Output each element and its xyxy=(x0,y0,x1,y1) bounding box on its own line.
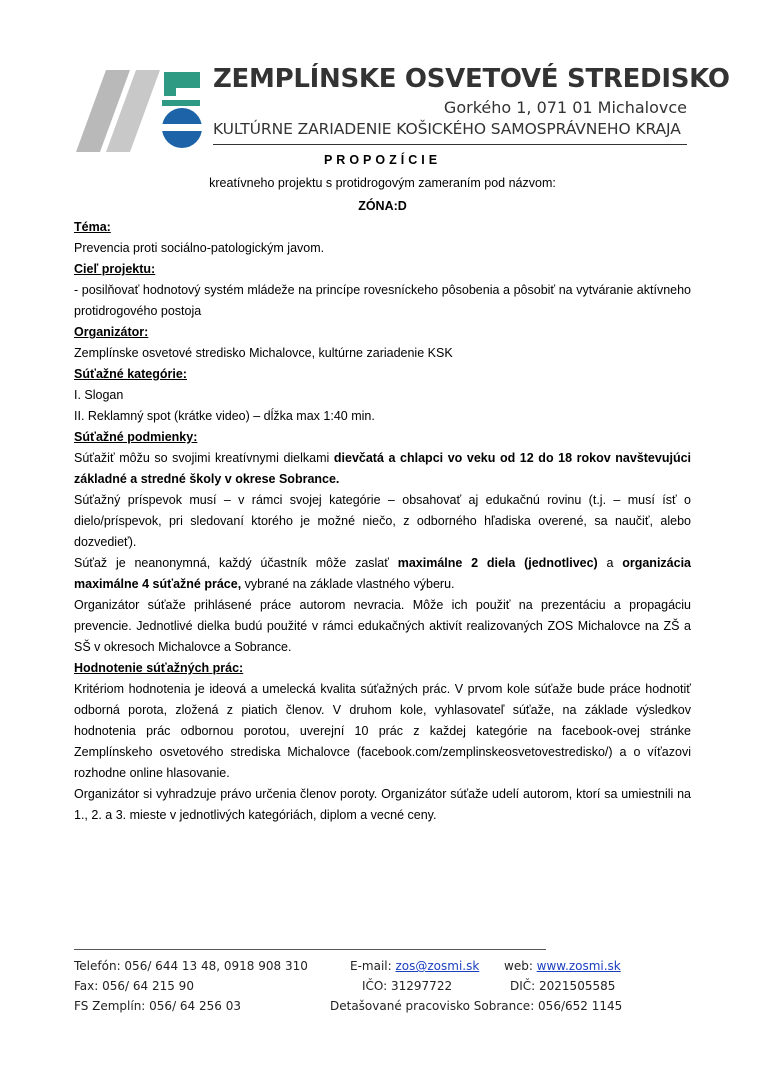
web-link[interactable]: www.zosmi.sk xyxy=(536,959,621,973)
footer-branch: Detašované pracovisko Sobrance: 056/652 1145 xyxy=(330,999,623,1013)
condition-eligibility xyxy=(74,448,691,490)
theme-text: Prevencia proti sociálno-patologickým javom. xyxy=(74,241,325,255)
organizer-text: Zemplínske osvetové stredisko Michalovce, kultúrne zariadenie KSK xyxy=(74,346,453,360)
condition-limits xyxy=(74,553,691,595)
footer-email-label: E-mail: xyxy=(350,959,396,973)
project-name: ZÓNA:D xyxy=(358,199,407,213)
condition-education: Súťažný príspevok musí – v rámci svojej kategórie – obsahovať aj edukačnú rovinu (t.j. – musí ísť o dielo/príspevok, pri sledovaní ktorého je možné niečo, z odborného hľadiska overené, sa naučiť, alebo dozvedieť). xyxy=(74,493,691,549)
header-divider xyxy=(213,144,687,145)
evaluation-criteria: Kritériom hodnotenia je ideová a umelecká kvalita súťažných prác. V prvom kole súťaže bude práce hodnotiť odborná porota, zložená z piatich členov. V druhom kole, vyhlasovateľ súťaže, na základe výsledkov hodnotenia prác odbornou porotou, uverejní 10 prác z každej kategórie na facebook-ovej stránke Zemplínskeho osvetového strediska Michalovce (facebook.com/zemplinskeosvetovestredisko/) a o víťazovi rozhodne online hlasovanie. xyxy=(74,682,691,780)
categories-heading: Súťažné kategórie: xyxy=(74,367,187,381)
condition-emphasis: dievčatá a chlapci vo veku od 12 do 18 rokov navštevujúci základné a stredné školy v okrese Sobrance. xyxy=(74,451,692,486)
evaluation-jury: Organizátor si vyhradzuje právo určenia členov poroty. Organizátor súťaže udelí autorom, ktorí sa umiestnili na 1., 2. a 3. mieste v jednotlivých kategóriách, diplom a vecné ceny. xyxy=(74,787,691,822)
organization-name: ZEMPLÍNSKE OSVETOVÉ STREDISKO xyxy=(213,64,730,94)
condition-text: Súťaž je neanonymná, každý účastník môže zaslať xyxy=(74,556,398,570)
footer-phone: Telefón: 056/ 644 13 48, 0918 908 310 xyxy=(74,959,308,973)
condition-emphasis: maximálne 2 diela (jednotlivec) xyxy=(397,556,598,570)
footer-fax: Fax: 056/ 64 215 90 xyxy=(74,979,194,993)
goal-text: - posilňovať hodnotový systém mládeže na princípe rovesníckeho pôsobenia a pôsobiť na vytváranie aktívneho protidrogového postoja xyxy=(74,283,691,318)
conditions-heading: Súťažné podmienky: xyxy=(74,430,198,444)
condition-usage: Organizátor súťaže prihlásené práce autorom nevracia. Môže ich použiť na prezentáciu a propagáciu prevencie. Jednotlivé dielka budú použité v rámci edukačných aktivít realizovaných ZOS Michalovce na ZŠ a SŠ v okresoch Michalovce a Sobrance. xyxy=(74,598,691,654)
evaluation-heading: Hodnotenie súťažných prác: xyxy=(74,661,244,675)
footer-row xyxy=(74,976,694,996)
condition-text: vybrané na základe vlastného výberu. xyxy=(241,577,455,591)
organizer-heading: Organizátor: xyxy=(74,325,149,339)
organization-address: Gorkého 1, 071 01 Michalovce xyxy=(443,98,687,117)
footer-web-label: web: xyxy=(504,959,537,973)
logo-green-shape xyxy=(164,72,200,96)
footer-ico: IČO: 31297722 xyxy=(362,979,453,993)
category-item: I. Slogan xyxy=(74,388,124,402)
organization-logo xyxy=(76,66,206,152)
footer-row xyxy=(74,996,694,1016)
email-link[interactable]: zos@zosmi.sk xyxy=(395,959,480,973)
footer xyxy=(74,956,694,1016)
document-title: PROPOZÍCIE xyxy=(323,153,442,167)
theme-heading: Téma: xyxy=(74,220,111,234)
footer-divider xyxy=(74,949,546,950)
goal-heading: Cieľ projektu: xyxy=(74,262,156,276)
footer-row xyxy=(74,956,694,976)
document-intro: kreatívneho projektu s protidrogovým zameraním pod názvom: xyxy=(209,176,556,190)
footer-dic: DIČ: 2021505585 xyxy=(510,979,616,993)
condition-text: a xyxy=(597,556,623,570)
footer-email-block xyxy=(350,956,479,976)
condition-text: Súťažiť môžu so svojimi kreatívnymi dielkami xyxy=(74,451,334,465)
logo-green-shape xyxy=(162,100,200,106)
organization-subtitle: KULTÚRNE ZARIADENIE KOŠICKÉHO SAMOSPRÁVNEHO KRAJA xyxy=(213,120,681,138)
document-body xyxy=(74,150,691,826)
footer-fs: FS Zemplín: 056/ 64 256 03 xyxy=(74,999,241,1013)
category-item: II. Reklamný spot (krátke video) – dĺžka max 1:40 min. xyxy=(74,409,375,423)
footer-web-block xyxy=(504,956,621,976)
condition-emphasis: organizácia maximálne 4 súťažné práce, xyxy=(74,556,691,591)
